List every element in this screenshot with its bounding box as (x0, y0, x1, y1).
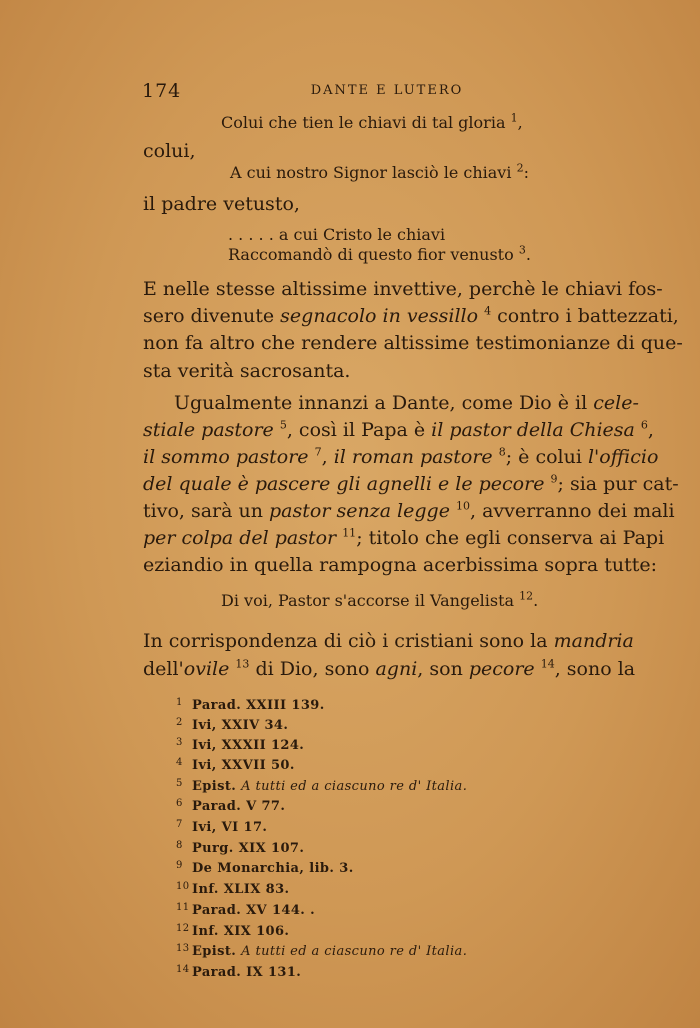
verse-line: Colui che tien le chiavi di tal gloria $^1$, (221, 111, 523, 132)
footnote-ref: 6 (640, 418, 648, 432)
footnote-ref: 1 (510, 111, 518, 125)
text-line: il padre vetusto, (143, 193, 300, 215)
text-line: il sommo pastore $^7$, il roman pastore $^8$; è colui l'officio (143, 445, 659, 468)
footnote: 4 Ivi, XXVII 50. (176, 757, 295, 773)
footnote-ref: 10 (456, 499, 470, 513)
text-line: non fa altro che rendere altissime testimonianze di que- (143, 332, 683, 354)
footnote: 10 Inf. XLIX 83. (176, 881, 290, 897)
footnote-ref: 3 (518, 243, 526, 257)
footnote: 14 Parad. IX 131. (176, 964, 302, 980)
text-line: stiale pastore $^5$, così il Papa è il pastor della Chiesa $^6$, (143, 418, 654, 441)
footnote: 2 Ivi, XXIV 34. (176, 717, 289, 733)
footnote: 13 Epist. A tutti ed a ciascuno re d' Italia. (176, 943, 468, 959)
verse-line: A cui nostro Signor lasciò le chiavi $^2$: (230, 161, 529, 182)
text-line: eziandio in quella rampogna acerbissima sopra tutte: (143, 554, 658, 576)
footnote-ref: 2 (516, 161, 524, 175)
footnote-ref: 14 (540, 657, 555, 671)
footnote-ref: 8 (498, 445, 506, 459)
footnote: 8 Purg. XIX 107. (176, 840, 305, 856)
footnote: 3 Ivi, XXXII 124. (176, 737, 305, 753)
page-header (142, 80, 632, 104)
text-line: per colpa del pastor $^{11}$; titolo che egli conserva ai Papi (143, 526, 665, 549)
footnote: 1 Parad. XXIII 139. (176, 697, 325, 713)
footnote-ref: 11 (342, 526, 357, 540)
footnote: 7 Ivi, VI 17. (176, 819, 268, 835)
page-number: 174 (142, 80, 182, 102)
footnote-ref: 5 (279, 418, 287, 432)
text-line: In corrispondenza di ciò i cristiani sono la mandria (143, 630, 634, 652)
text-line: tivo, sarà un pastor senza legge $^{10}$, avverranno dei mali (143, 499, 675, 522)
text-line: del quale è pascere gli agnelli e le pecore $^9$; sia pur cat- (143, 472, 679, 495)
footnote-ref: 7 (314, 445, 322, 459)
footnote-ref: 12 (519, 589, 534, 603)
text-line: E nelle stesse altissime invettive, perchè le chiavi fos- (143, 278, 663, 300)
footnote: 11 Parad. XV 144. . (176, 902, 316, 918)
footnote-ref: 4 (484, 304, 492, 318)
footnote: 12 Inf. XIX 106. (176, 923, 290, 939)
verse-line: Raccomandò di questo fior venusto $^3$. (228, 243, 531, 264)
verse-line: Di voi, Pastor s'accorse il Vangelista $^{12}$. (221, 589, 539, 610)
running-head: DANTE E LUTERO (310, 83, 464, 98)
footnote-ref: 13 (235, 657, 250, 671)
verse-line: . . . . . a cui Cristo le chiavi (228, 225, 446, 244)
text-line: colui, (143, 140, 196, 162)
footnote-ref: 9 (550, 472, 558, 486)
text-line: sta verità sacrosanta. (143, 360, 351, 382)
footnote: 6 Parad. V 77. (176, 798, 286, 814)
text-line: Ugualmente innanzi a Dante, come Dio è il cele- (174, 392, 639, 414)
text-line: dell'ovile $^{13}$ di Dio, sono agni, son pecore $^{14}$, sono la (143, 657, 636, 680)
footnote: 5 Epist. A tutti ed a ciascuno re d' Italia. (176, 778, 468, 794)
footnote: 9 De Monarchia, lib. 3. (176, 860, 354, 876)
text-line: sero divenute segnacolo in vessillo $^4$ contro i battezzati, (143, 304, 679, 327)
